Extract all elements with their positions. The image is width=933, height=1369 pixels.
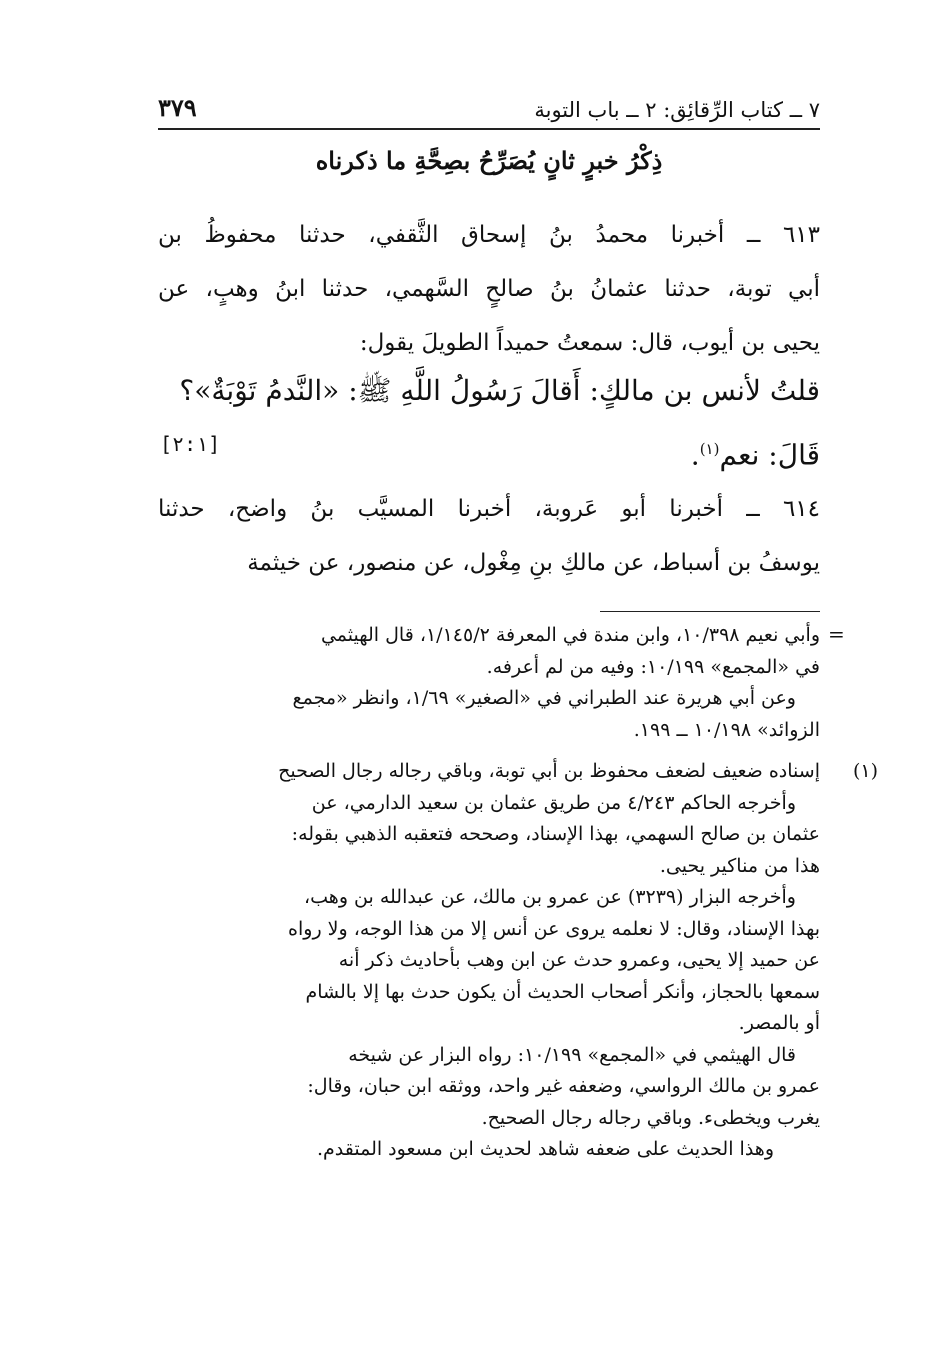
continuation-marker: = (828, 622, 845, 646)
hadith-614 (158, 482, 820, 590)
footnote-line: سمعها بالحجاز، وأنكر أصحاب الحديث أن يكون حدث بها إلا بالشام (305, 980, 820, 1003)
footnote-line: وأخرجه الحاكم ٤/٢٤٣ من طريق عثمان بن سعيد الدارمي، عن (311, 791, 796, 814)
footnote-line: يغرب ويخطىء. وباقي رجاله رجال الصحيح. (481, 1106, 820, 1129)
quote-answer: قَالَ: نعم (719, 438, 820, 472)
page-header (158, 82, 820, 122)
footnote-line: عثمان بن صالح السهمي، بهذا الإسناد، وصححه فتعقبه الذهبي بقوله: (291, 823, 820, 845)
footnote-mark: (١) (699, 440, 720, 458)
footnote-line: عمرو بن مالك الرواسي، وضعفه غير واحد، ووثقه ابن حبان، وقال: (307, 1075, 820, 1097)
footnote-line: أو بالمصر. (738, 1012, 820, 1034)
footnote-line: وأخرجه البزار (٣٢٣٩) عن عمرو بن مالك، عن عبدالله بن وهب، (304, 886, 796, 908)
running-title: ٧ ــ كتاب الرِّقائِق: ٢ ــ باب التوبة (534, 98, 820, 122)
footnote-line: وهذا الحديث على ضعفه شاهد لحديث ابن مسعود المتقدم. (316, 1138, 774, 1160)
quote-end: . (690, 438, 700, 472)
quote-line-2 (158, 420, 820, 484)
section-title: ذِكْرُ خبرٍ ثانٍ يُصَرِّحُ بصِحَّةِ ما ذكرناه (315, 146, 663, 175)
footnote-rule (600, 611, 820, 612)
footnote-line: إسناده ضعيف لضعف محفوظ بن أبي توبة، وباقي رجاله رجال الصحيح (278, 760, 820, 782)
page-number: ٣٧٩ (158, 93, 197, 122)
footnote-line: وأبي نعيم ١٠/٣٩٨، وابن مندة في المعرفة ١/١٤٥/٢، قال الهيثمي (320, 624, 820, 646)
header-rule (158, 128, 820, 130)
prophetic-quote (158, 362, 820, 484)
hadith-614-line: ٦١٤ ــ أخبرنا أبو عَروبة، أخبرنا المسيَّب بنُ واضح، حدثنا (158, 496, 820, 522)
hadith-613-line: يحيى بن أيوب، قال: سمعتُ حميداً الطويلَ يقول: (359, 330, 820, 356)
footnote-line: قال الهيثمي في «المجمع» ١٠/١٩٩: رواه البزار عن شيخه (348, 1043, 796, 1066)
footnote-line: عن حميد إلا يحيى، وعمرو حدث عن ابن وهب بأحاديث ذكر أنه (338, 949, 820, 971)
hadith-reference: [٢:١] (160, 432, 221, 456)
hadith-614-line: يوسفُ بن أسباط، عن مالكِ بنِ مِغْول، عن منصور، عن خيثمة (247, 550, 820, 576)
footnotes (165, 620, 878, 1166)
footnote-1 (165, 756, 878, 1166)
footnote-line: وعن أبي هريرة عند الطبراني في «الصغير» ١/٦٩، وانظر «مجمع (292, 687, 796, 709)
footnote-1-number: (١) (852, 760, 878, 782)
quote-line-1: قلتُ لأنس بن مالكٍ: أَقالَ رَسُولُ اللَّهِ ﷺ: «النَّدمُ تَوْبَةٌ»؟ (179, 374, 820, 407)
footnote-line: هذا من مناكير يحيى. (659, 854, 820, 877)
hadith-613-line: ٦١٣ ــ أخبرنا محمدُ بنُ إسحاق الثَّقفي، حدثنا محفوظُ بن (158, 222, 820, 248)
footnote-line: الزوائد» ١٠/١٩٨ ــ ١٩٩. (633, 718, 820, 741)
hadith-613 (158, 208, 820, 370)
footnote-line: في «المجمع» ١٠/١٩٩: وفيه من لم أعرفه. (486, 655, 820, 678)
footnote-line: بهذا الإسناد، وقال: لا نعلمه يروى عن أنس إلا من هذا الوجه، ولا رواه (288, 917, 820, 940)
hadith-613-line: أبي توبة، حدثنا عثمانُ بنُ صالحٍ السَّهمي، حدثنا ابنُ وهبٍ، عن (158, 276, 820, 302)
